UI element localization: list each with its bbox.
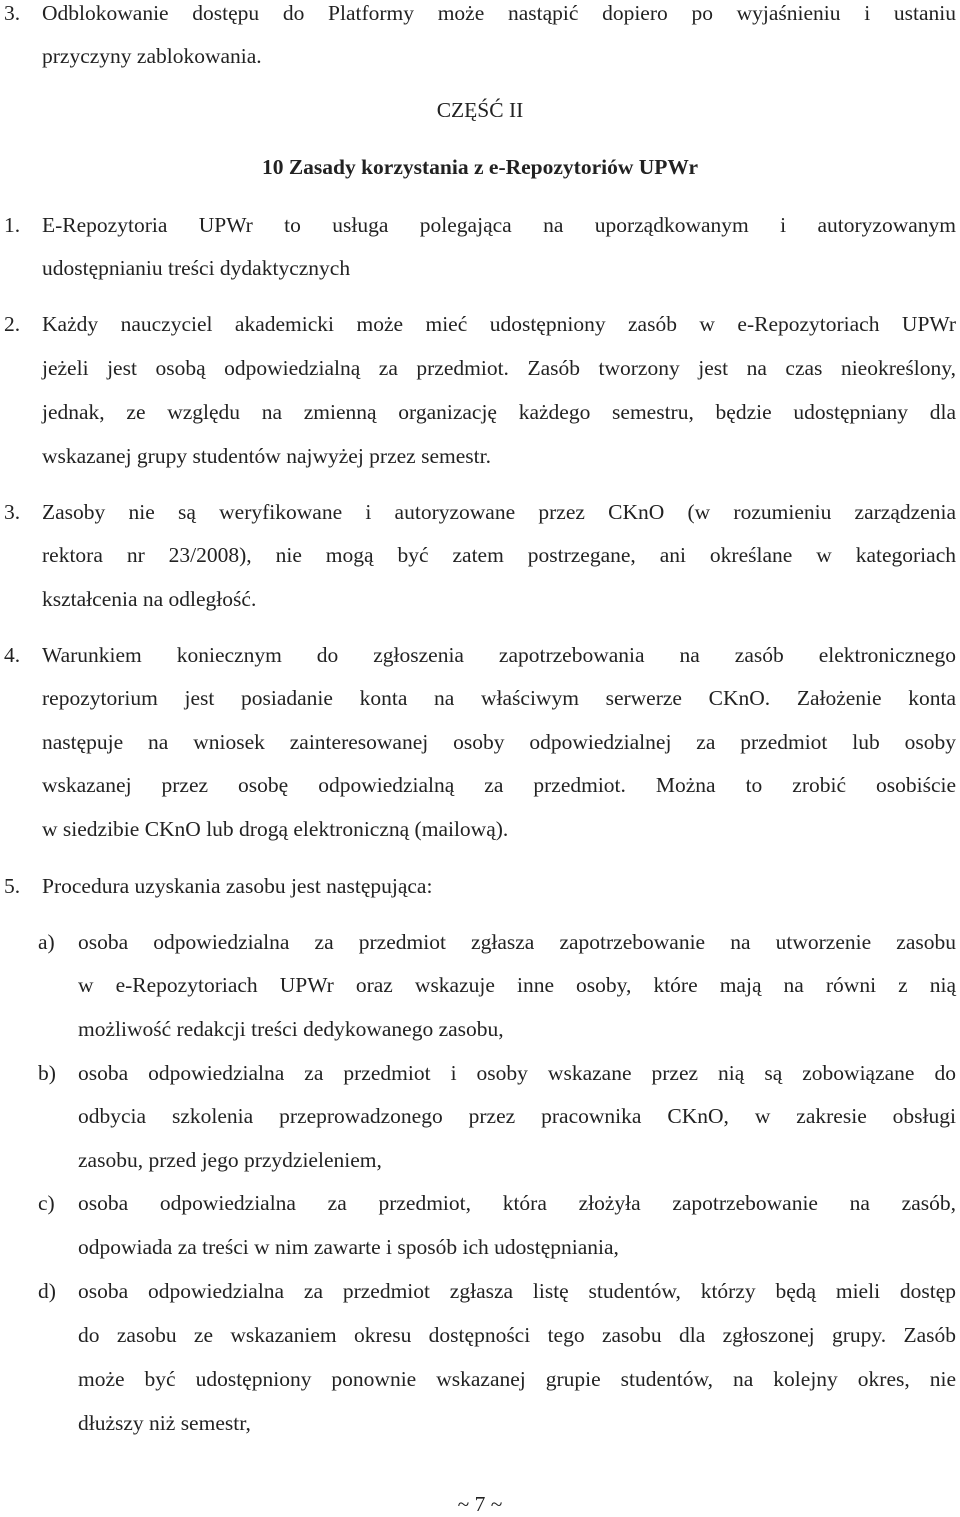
- sub-line: w e-Repozytoriach UPWr oraz wskazuje inne osoby, które mają na równi z nią: [78, 973, 956, 997]
- sub-letter: d): [38, 1279, 56, 1303]
- item-number: 4.: [4, 643, 21, 667]
- sub-line: osoba odpowiedzialna za przedmiot, która złożyła zapotrzebowanie na zasób,: [78, 1191, 956, 1215]
- item-line: w siedzibie CKnO lub drogą elektroniczną (mailową).: [42, 817, 509, 841]
- item-number: 5.: [4, 874, 21, 898]
- item-line: repozytorium jest posiadanie konta na właściwym serwerze CKnO. Założenie konta: [42, 686, 956, 710]
- item-line: kształcenia na odległość.: [42, 587, 257, 611]
- item-line: wskazanej przez osobę odpowiedzialną za przedmiot. Można to zrobić osobiście: [42, 773, 956, 797]
- sub-line: do zasobu ze wskazaniem okresu dostępności tego zasobu dla zgłoszonej grupy. Zasób: [78, 1323, 956, 1347]
- sub-line: odpowiada za treści w nim zawarte i sposób ich udostępniania,: [78, 1235, 619, 1259]
- sub-letter: a): [38, 930, 55, 954]
- intro-line: przyczyny zablokowania.: [42, 44, 262, 68]
- intro-number: 3.: [4, 1, 21, 25]
- sub-line: zasobu, przed jego przydzieleniem,: [78, 1148, 382, 1172]
- sub-letter: b): [38, 1061, 56, 1085]
- sub-line: osoba odpowiedzialna za przedmiot zgłasza zapotrzebowanie na utworzenie zasobu: [78, 930, 956, 954]
- item-line: Każdy nauczyciel akademicki może mieć udostępniony zasób w e-Repozytoriach UPWr: [42, 312, 956, 336]
- sub-line: osoba odpowiedzialna za przedmiot i osoby wskazane przez nią są zobowiązane do: [78, 1061, 956, 1085]
- item-line: udostępnianiu treści dydaktycznych: [42, 256, 351, 280]
- intro-line: Odblokowanie dostępu do Platformy może nastąpić dopiero po wyjaśnieniu i ustaniu: [42, 1, 956, 25]
- item-number: 1.: [4, 213, 21, 237]
- sub-line: dłuższy niż semestr,: [78, 1411, 251, 1435]
- item-line: Warunkiem koniecznym do zgłoszenia zapotrzebowania na zasób elektronicznego: [42, 643, 956, 667]
- item-line: E-Repozytoria UPWr to usługa polegająca na uporządkowanym i autoryzowanym: [42, 213, 956, 237]
- page-number: ~ 7 ~: [457, 1492, 503, 1516]
- item-line: następuje na wniosek zainteresowanej osoby odpowiedzialnej za przedmiot lub osoby: [42, 730, 956, 754]
- part-heading: CZĘŚĆ II: [436, 98, 524, 122]
- item-number: 2.: [4, 312, 21, 336]
- sub-line: możliwość redakcji treści dedykowanego zasobu,: [78, 1017, 504, 1041]
- item-line: Procedura uzyskania zasobu jest następująca:: [42, 874, 433, 898]
- item-line: jeżeli jest osobą odpowiedzialną za przedmiot. Zasób tworzony jest na czas nieokreślony,: [42, 356, 956, 380]
- item-number: 3.: [4, 500, 21, 524]
- item-line: jednak, ze względu na zmienną organizację każdego semestru, będzie udostępniany dla: [42, 400, 956, 424]
- sub-letter: c): [38, 1191, 55, 1215]
- item-line: wskazanej grupy studentów najwyżej przez semestr.: [42, 444, 491, 468]
- item-line: Zasoby nie są weryfikowane i autoryzowane przez CKnO (w rozumieniu zarządzenia: [42, 500, 956, 524]
- item-line: rektora nr 23/2008), nie mogą być zatem postrzegane, ani określane w kategoriach: [42, 543, 956, 567]
- sub-line: może być udostępniony ponownie wskazanej grupie studentów, na kolejny okres, nie: [78, 1367, 956, 1391]
- sub-line: osoba odpowiedzialna za przedmiot zgłasza listę studentów, którzy będą mieli dostęp: [78, 1279, 956, 1303]
- section-heading: 10 Zasady korzystania z e-Repozytoriów UPWr: [261, 155, 699, 179]
- sub-line: odbycia szkolenia przeprowadzonego przez pracownika CKnO, w zakresie obsługi: [78, 1104, 956, 1128]
